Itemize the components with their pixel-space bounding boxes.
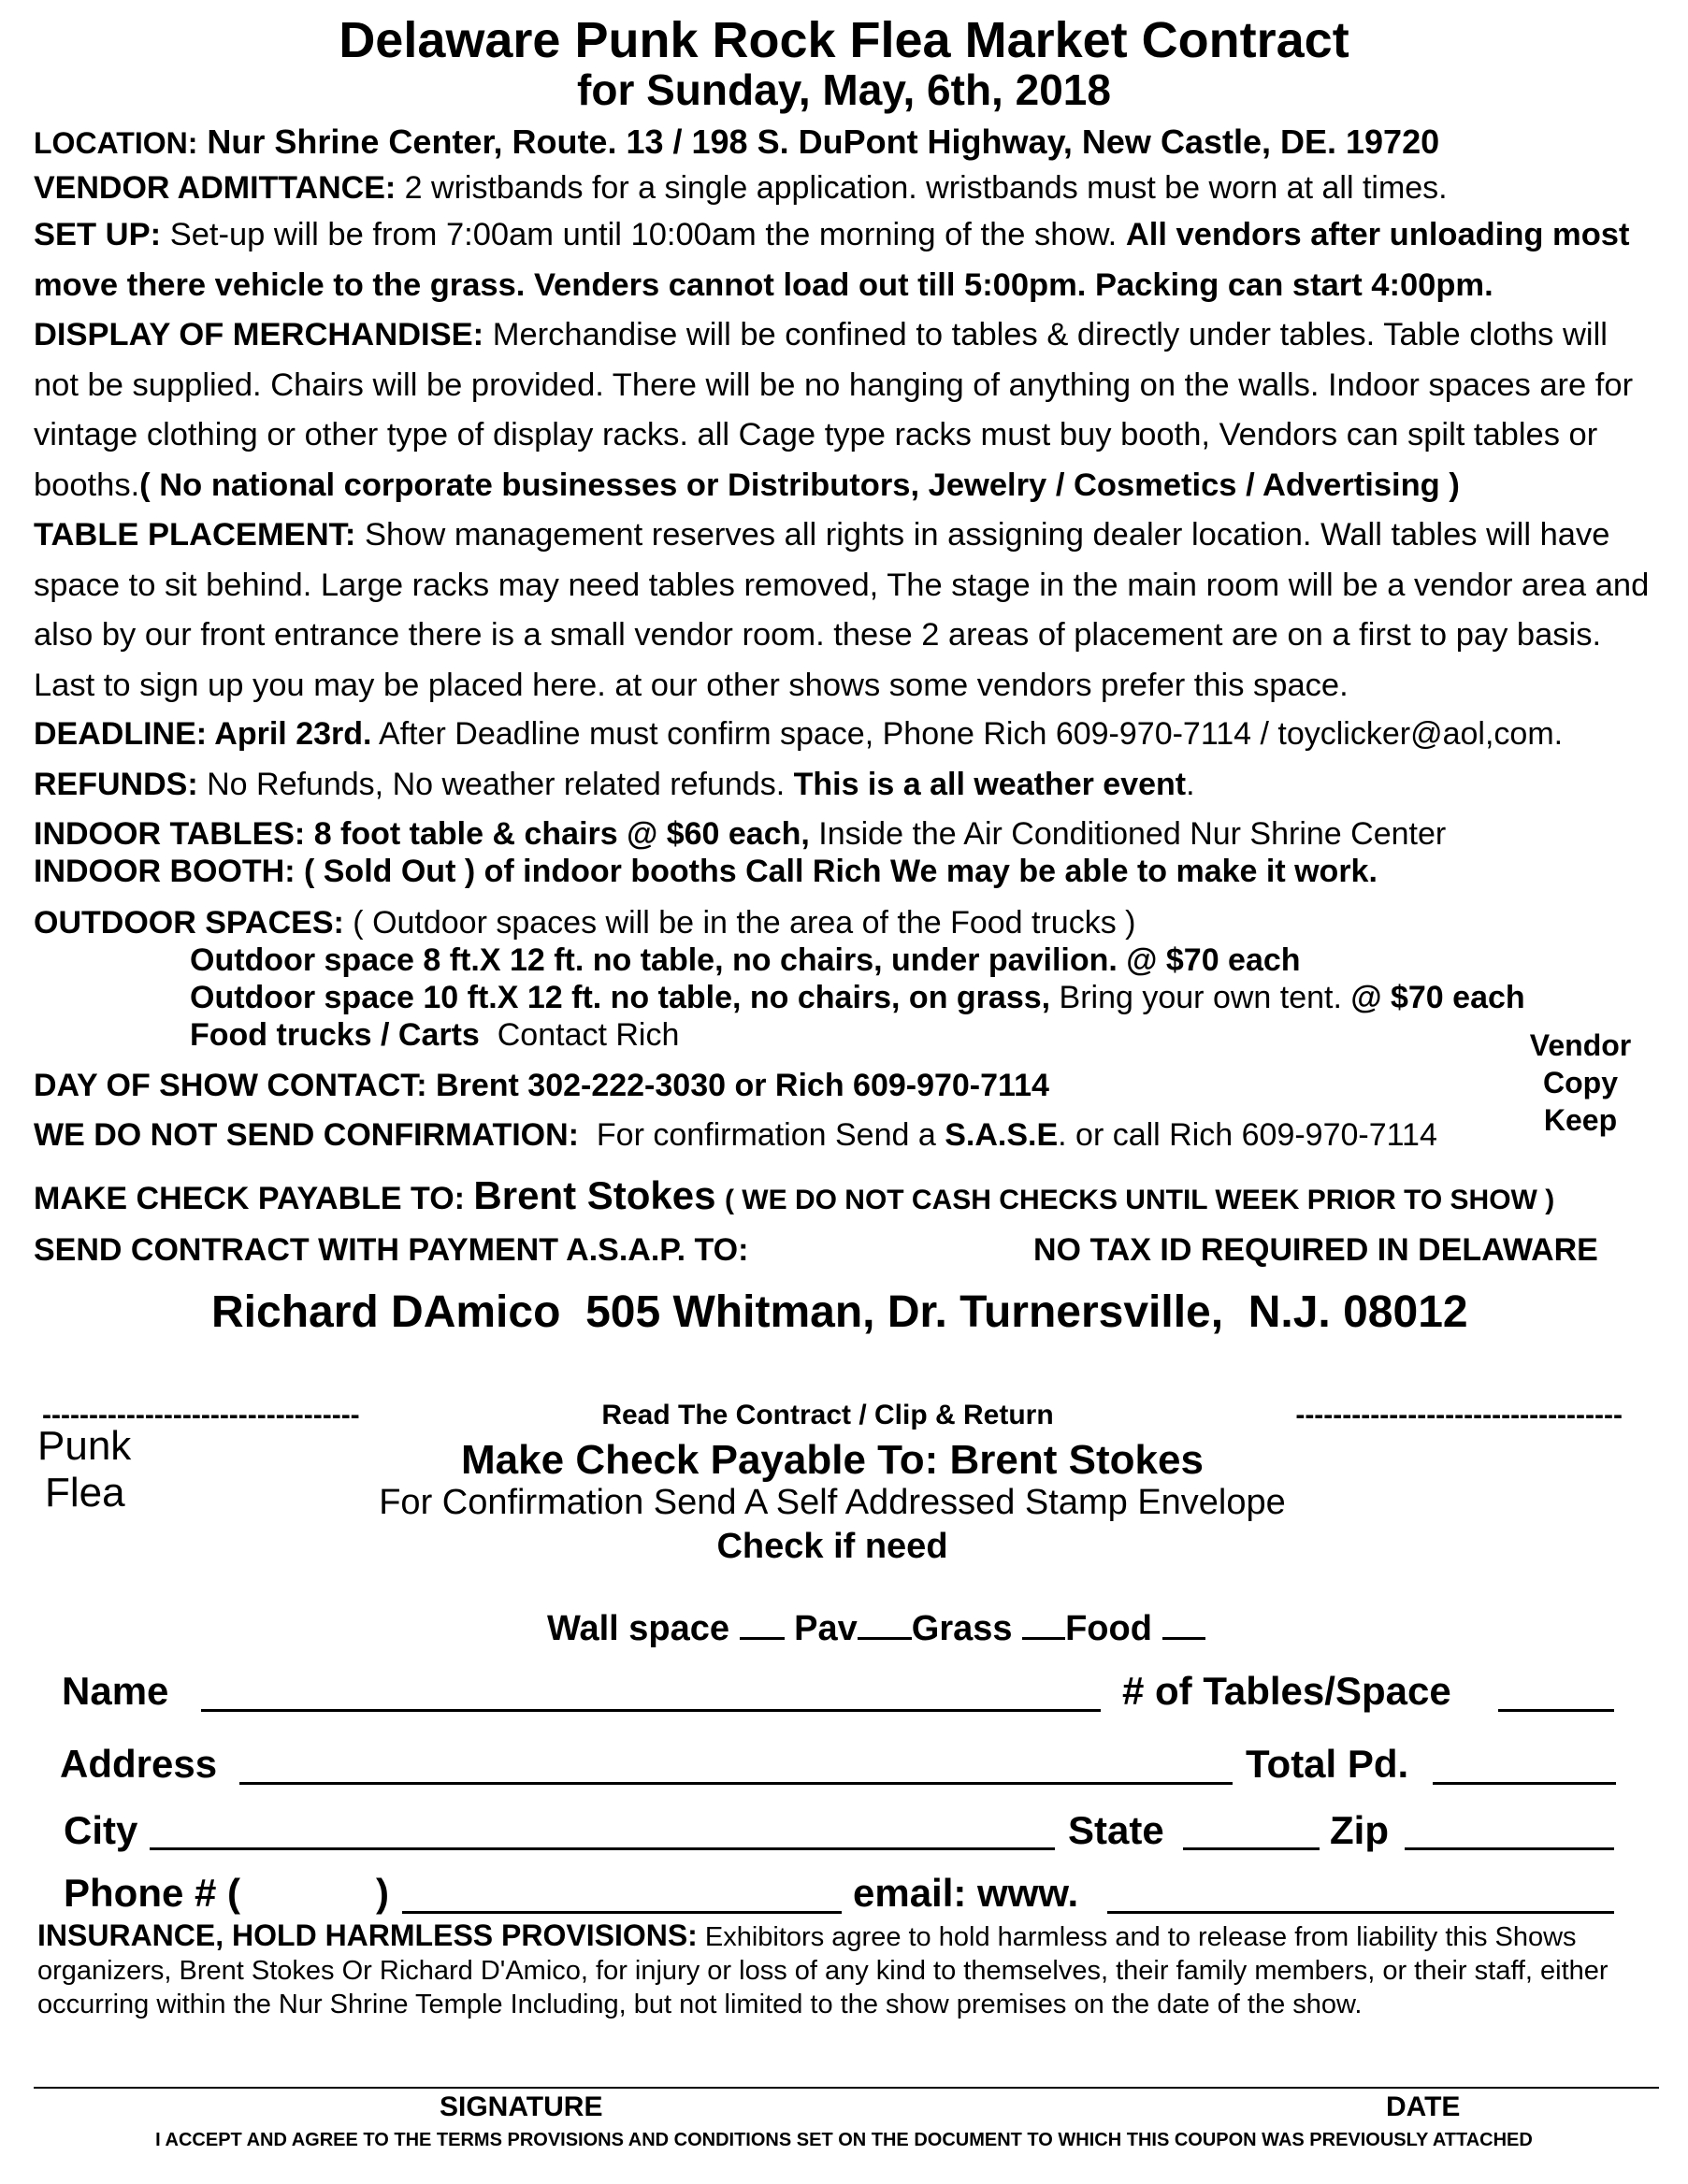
grass-checkbox[interactable] — [1022, 1603, 1065, 1640]
clip-dashes-left: ---------------------------------- — [42, 1400, 360, 1430]
option-food: Food — [1065, 1609, 1152, 1648]
placement-label: TABLE PLACEMENT: — [34, 517, 356, 553]
display-label: DISPLAY OF MERCHANDISE: — [34, 317, 484, 352]
state-label: State — [1068, 1808, 1164, 1852]
email-field[interactable] — [1107, 1911, 1614, 1914]
vendor-copy-line3: Keep — [1543, 1103, 1618, 1137]
setup-bold: All vendors after unloading most move there vehicle to the grass. Venders cannot load out till 5:00pm. Packing can start 4:00pm. — [34, 217, 1630, 303]
outdoor-note: ( Outdoor spaces will be in the area of the Food trucks ) — [353, 905, 1136, 941]
signature-label: SIGNATURE — [440, 2091, 603, 2122]
vendor-copy-note — [1515, 1027, 1646, 1139]
confirmation-text2: . or call Rich 609-970-7114 — [1058, 1117, 1437, 1153]
outdoor-space-2 — [190, 978, 1525, 1017]
logo-line-flea: Flea — [45, 1470, 125, 1516]
signature-line[interactable] — [34, 2087, 1659, 2089]
coupon-payable: Make Check Payable To: Brent Stokes — [461, 1437, 1204, 1483]
vendor-copy-line2: Copy — [1543, 1066, 1618, 1099]
confirmation-sase: S.A.S.E — [945, 1117, 1059, 1153]
outdoor-line — [34, 903, 1135, 942]
outdoor-space-2-text: Bring your own tent. — [1059, 980, 1342, 1015]
accept-terms-note: I ACCEPT AND AGREE TO THE TERMS PROVISIONS AND CONDITIONS SET ON THE DOCUMENT TO WHICH THIS COUPON WAS PREVIOUSLY ATTACHED — [155, 2130, 1533, 2150]
page-title: Delaware Punk Rock Flea Market Contract — [339, 12, 1349, 68]
location-label: LOCATION: — [34, 126, 198, 160]
state-field[interactable] — [1183, 1847, 1320, 1850]
phone-field[interactable] — [402, 1911, 842, 1914]
refunds-label: REFUNDS: — [34, 767, 198, 802]
setup-paragraph — [34, 210, 1661, 310]
display-paragraph — [34, 310, 1661, 510]
no-tax-id-note: NO TAX ID REQUIRED IN DELAWARE — [1033, 1232, 1598, 1268]
city-label: City — [64, 1808, 138, 1852]
display-text: Merchandise will be confined to tables & directly under tables. Table cloths will not be supplied. Chairs will be provided. There will be no hanging of anything on the walls. Indoor spaces are for vintage clothing or other type of display racks. all Cage type racks must buy booth, Vendors can spilt tables or booths. — [34, 317, 1634, 503]
food-trucks-text: Contact Rich — [497, 1017, 680, 1053]
setup-text: Set-up will be from 7:00am until 10:00am the morning of the show. — [169, 217, 1118, 252]
total-paid-label: Total Pd. — [1246, 1742, 1409, 1786]
outdoor-space-2-price: @ $70 each — [1350, 980, 1525, 1015]
send-contract-label: SEND CONTRACT WITH PAYMENT A.S.A.P. TO: — [34, 1232, 749, 1268]
display-bold: ( No national corporate businesses or Distributors, Jewelry / Cosmetics / Advertising ) — [139, 467, 1460, 503]
refunds-text: No Refunds, No weather related refunds. — [207, 767, 786, 802]
refunds-end: . — [1186, 767, 1195, 802]
tables-field[interactable] — [1498, 1709, 1614, 1712]
city-field[interactable] — [150, 1847, 1055, 1850]
food-trucks-line — [190, 1015, 679, 1055]
name-field[interactable] — [201, 1709, 1101, 1712]
address-field[interactable] — [239, 1782, 1233, 1785]
check-payable-line — [34, 1172, 1554, 1224]
name-label: Name — [62, 1669, 169, 1713]
deadline-date: : April 23rd. — [195, 716, 372, 752]
outdoor-label: OUTDOOR SPACES: — [34, 905, 344, 941]
check-payable-note: ( WE DO NOT CASH CHECKS UNTIL WEEK PRIOR TO SHOW ) — [724, 1185, 1555, 1215]
admittance-text: 2 wristbands for a single application. wristbands must be worn at all times. — [404, 170, 1448, 206]
phone-label: Phone # ( — [64, 1871, 241, 1915]
insurance-paragraph — [37, 1918, 1633, 2021]
deadline-label: DEADLINE — [34, 716, 196, 752]
page-subtitle: for Sunday, May, 6th, 2018 — [577, 65, 1111, 114]
insurance-text: Exhibitors agree to hold harmless and to release from liability this Shows organizers, Brent Stokes Or Richard D'Amico, for injury or loss of any kind to themselves, their family members, or their staff, either occurring within the Nur Shrine Temple Including, but not limited to the show premises on the date of the show. — [37, 1922, 1609, 2019]
insurance-label: INSURANCE, HOLD HARMLESS PROVISIONS: — [37, 1918, 698, 1952]
space-options — [547, 1603, 1205, 1652]
coupon-confirmation: For Confirmation Send A Self Addressed Stamp Envelope — [379, 1483, 1286, 1522]
admittance-label: VENDOR ADMITTANCE: — [34, 170, 397, 206]
day-of-show-contact: DAY OF SHOW CONTACT: Brent 302-222-3030 or Rich 609-970-7114 — [34, 1068, 1049, 1103]
refunds-line — [34, 765, 1195, 804]
pav-checkbox[interactable] — [858, 1603, 912, 1640]
wall-space-checkbox[interactable] — [740, 1603, 785, 1640]
option-grass: Grass — [911, 1609, 1013, 1648]
location-line — [34, 122, 1439, 164]
indoor-booth-line: INDOOR BOOTH: ( Sold Out ) of indoor booths Call Rich We may be able to make it work. — [34, 854, 1378, 889]
confirmation-label: WE DO NOT SEND CONFIRMATION: — [34, 1117, 579, 1153]
phone-close-paren: ) — [376, 1871, 389, 1915]
check-payable-name: Brent Stokes — [473, 1173, 716, 1217]
food-trucks-bold: Food trucks / Carts — [190, 1017, 480, 1053]
indoor-tables-text: Inside the Air Conditioned Nur Shrine Center — [818, 816, 1447, 852]
tables-label: # of Tables/Space — [1122, 1669, 1451, 1713]
total-paid-field[interactable] — [1433, 1782, 1616, 1785]
clip-dashes-right: ----------------------------------- — [1295, 1400, 1623, 1430]
clip-divider — [42, 1399, 1623, 1432]
deadline-line — [34, 714, 1563, 754]
outdoor-space-2-bold: Outdoor space 10 ft.X 12 ft. no table, no chairs, on grass, — [190, 980, 1051, 1015]
confirmation-line — [34, 1115, 1437, 1155]
mailing-address: Richard DAmico 505 Whitman, Dr. Turnersville, N.J. 08012 — [211, 1287, 1468, 1337]
email-label: email: www. — [853, 1871, 1079, 1915]
option-wall-space: Wall space — [547, 1609, 730, 1648]
indoor-tables-line — [34, 814, 1446, 854]
confirmation-text1: For confirmation Send a — [596, 1117, 936, 1153]
address-label: Address — [60, 1742, 218, 1786]
placement-paragraph — [34, 510, 1661, 711]
refunds-bold: This is a all weather event — [793, 767, 1187, 802]
location-value: Nur Shrine Center, Route. 13 / 198 S. DuPont Highway, New Castle, DE. 19720 — [207, 122, 1440, 161]
deadline-text: After Deadline must confirm space, Phone Rich 609-970-7114 / toyclicker@aol,com. — [379, 716, 1564, 752]
clip-divider-text: Read The Contract / Clip & Return — [601, 1400, 1054, 1430]
food-checkbox[interactable] — [1162, 1603, 1205, 1640]
outdoor-space-1: Outdoor space 8 ft.X 12 ft. no table, no chairs, under pavilion. @ $70 each — [190, 942, 1301, 978]
indoor-tables-label: INDOOR TABLES: 8 foot table & chairs @ $60 each, — [34, 816, 810, 852]
area-code-field[interactable] — [254, 1868, 367, 1915]
vendor-copy-line1: Vendor — [1529, 1028, 1632, 1062]
zip-field[interactable] — [1405, 1847, 1614, 1850]
placement-text: Show management reserves all rights in assigning dealer location. Wall tables will have space to sit behind. Large racks may need tables removed, The stage in the main room will be a vendor area and also by our front entrance there is a small vendor room. these 2 areas of placement are on a first to pay basis. Last to sign up you may be placed here. at our other shows some vendors prefer this space. — [34, 517, 1650, 703]
check-payable-label: MAKE CHECK PAYABLE TO: — [34, 1181, 465, 1216]
date-label: DATE — [1386, 2091, 1461, 2122]
option-pav: Pav — [794, 1609, 858, 1648]
admittance-line — [34, 168, 1448, 208]
zip-label: Zip — [1330, 1808, 1389, 1852]
check-if-need: Check if need — [716, 1527, 948, 1566]
logo-line-punk: Punk — [37, 1423, 132, 1469]
setup-label: SET UP: — [34, 217, 162, 252]
